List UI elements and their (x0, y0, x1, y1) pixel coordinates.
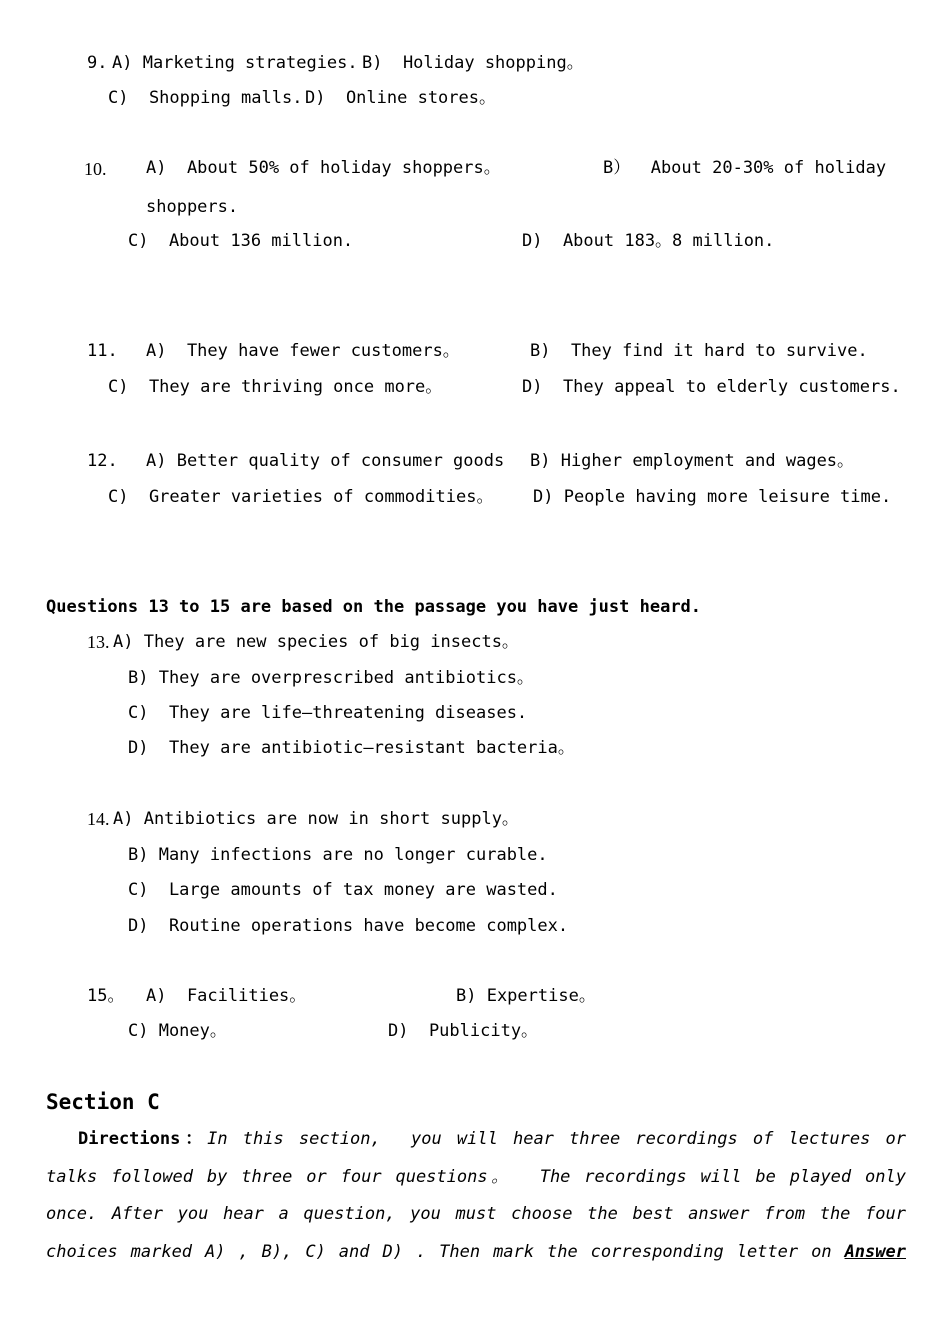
q15-number: 15。 (87, 986, 125, 1006)
q11-option-a: A) They have fewer customers。 (146, 341, 460, 361)
q9-option-b: B) Holiday shopping。 (362, 53, 584, 73)
q10-number: 10. (84, 159, 107, 179)
q11-option-b: B) They find it hard to survive. (530, 341, 868, 361)
q12-option-c: C) Greater varieties of commodities。 (108, 487, 494, 507)
q12-number: 12. (87, 451, 118, 471)
directions-line-3: once. After you hear a question, you must choose the best answer from the four (46, 1204, 906, 1224)
directions-text-1: In this section, you will hear three recordings of lectures or (207, 1129, 906, 1149)
q11-option-c: C) They are thriving once more。 (108, 377, 443, 397)
q15-option-c: C) Money。 (128, 1021, 227, 1041)
q10-option-b-continued: shoppers. (146, 197, 239, 217)
q12-option-d: D) People having more leisure time. (533, 487, 892, 507)
q13-option-a: A) They are new species of big insects。 (113, 632, 519, 652)
q9-number: 9. (87, 53, 108, 73)
q10-option-a: A) About 50% of holiday shoppers。 (146, 158, 501, 178)
directions-text-4: choices marked A) , B), C) and D) . Then mark the corresponding letter on (46, 1242, 832, 1262)
answer-sheet-word: Answer (844, 1242, 906, 1262)
directions-label: Directions： (78, 1129, 208, 1149)
q11-number: 11. (87, 341, 118, 361)
q11-option-d: D) They appeal to elderly customers. (522, 377, 901, 397)
directions-line-2: talks followed by three or four questions。 The recordings will be played only (46, 1167, 906, 1187)
q9-option-a: A) Marketing strategies. (112, 53, 358, 73)
q15-option-a: A) Facilities。 (146, 986, 307, 1006)
q13-option-b: B) They are overprescribed antibiotics。 (128, 668, 534, 688)
q15-option-d: D) Publicity。 (388, 1021, 539, 1041)
q13-option-c: C) They are life—threatening diseases. (128, 703, 528, 723)
q14-option-c: C) Large amounts of tax money are wasted. (128, 880, 558, 900)
q10-option-b: B） About 20-30% of holiday (603, 158, 887, 178)
q14-option-d: D) Routine operations have become complex. (128, 916, 569, 936)
q15-option-b: B) Expertise。 (456, 986, 596, 1006)
q14-option-a: A) Antibiotics are now in short supply。 (113, 809, 519, 829)
q12-option-a: A) Better quality of consumer goods (146, 451, 505, 471)
q13-number: 13. (87, 632, 110, 652)
q14-number: 14. (87, 809, 110, 829)
q10-option-d: D) About 183。8 million. (522, 231, 775, 251)
q9-option-d: D) Online stores。 (305, 88, 496, 108)
q9-option-c: C) Shopping malls. (108, 88, 303, 108)
q13-option-d: D) They are antibiotic—resistant bacteria。 (128, 738, 575, 758)
q12-option-b: B) Higher employment and wages。 (530, 451, 855, 471)
q10-option-c: C) About 136 million. (128, 231, 354, 251)
section-c-title: Section C (46, 1090, 160, 1114)
passage-heading: Questions 13 to 15 are based on the passage you have just heard. (46, 597, 702, 617)
directions-line-1 (78, 1128, 906, 1150)
directions-line-4 (46, 1241, 906, 1263)
q14-option-b: B) Many infections are no longer curable. (128, 845, 548, 865)
